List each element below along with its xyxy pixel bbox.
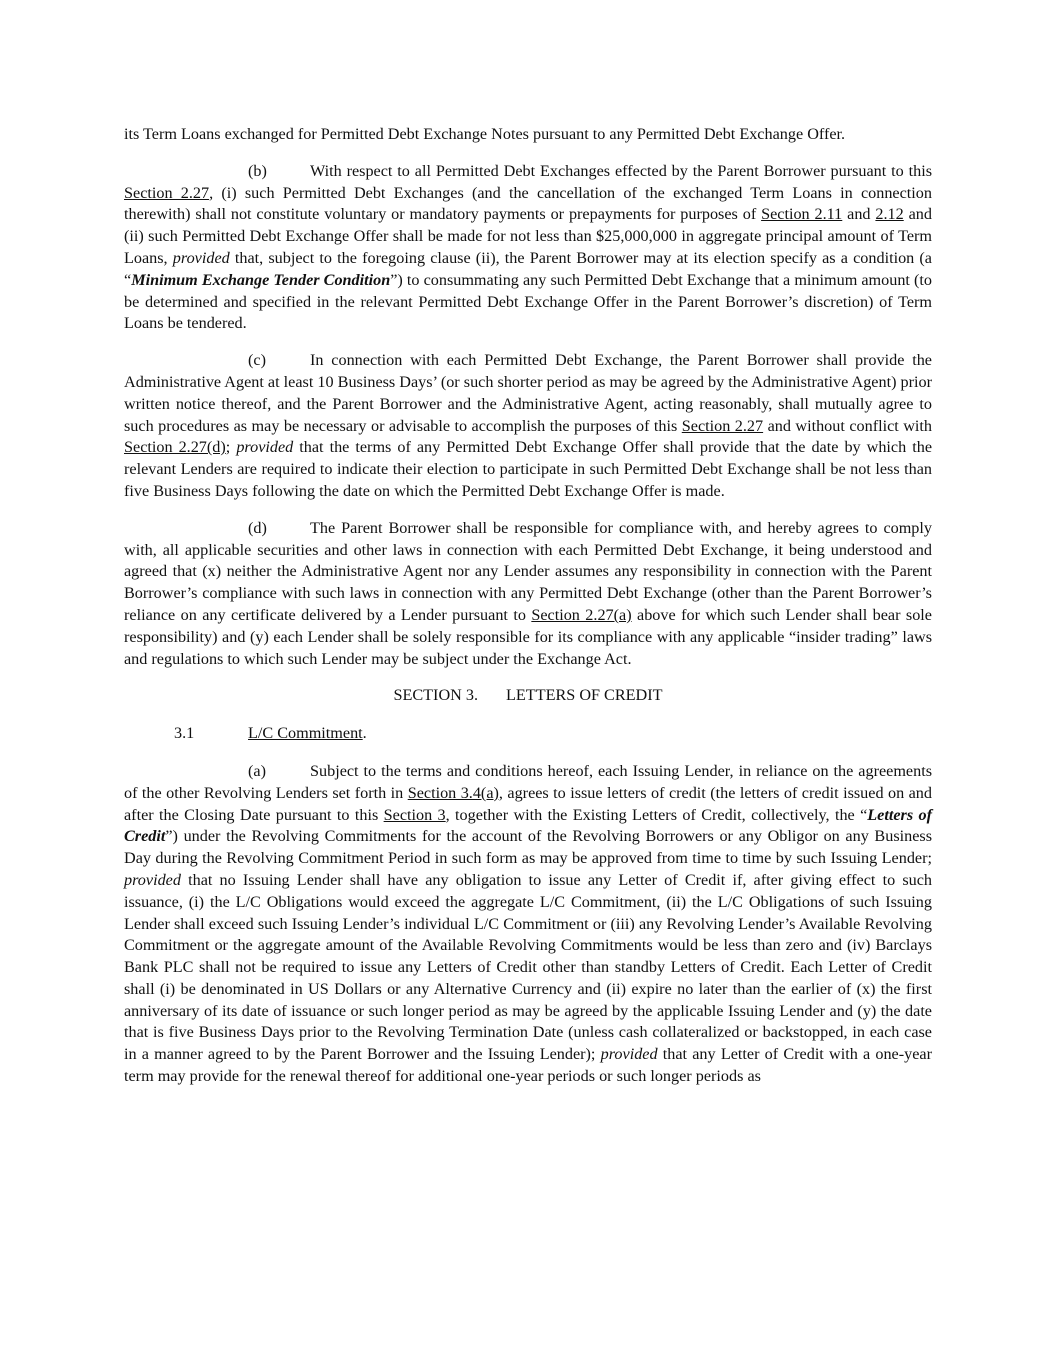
text-run: With respect to all Permitted Debt Exchanges effected by the Parent Borrower pursuant to this — [310, 161, 932, 180]
text-run: The Parent Borrower shall be responsible for compliance with, and hereby agrees to comply with, all applicable securities and other laws in connection with each Permitted Debt Exchange, it being understood and agreed that (x) neither the Administrative Agent nor any Lender assumes any responsibility in connection with the Parent Borrower’s compliance with such laws in connection with any Permitted Debt Exchange (other than the Parent Borrower’s reliance on any certificate delivered by a Lender pursuant to — [124, 518, 932, 624]
document-body — [124, 124, 932, 1088]
section-reference: Section 2.27(d) — [124, 438, 226, 457]
italic-term: provided — [124, 870, 181, 889]
paragraph-c — [124, 350, 932, 503]
subsection-number: 3.1 — [174, 724, 195, 743]
text-run: Subject to the terms and conditions hereof, each Issuing Lender, in reliance on the agreements of the other Revolving Lenders set forth in — [124, 761, 932, 802]
paragraph-d — [124, 518, 932, 671]
section-title: LETTERS OF CREDIT — [506, 686, 663, 705]
clause-label: (b) — [248, 161, 267, 180]
paragraph-text: its Term Loans exchanged for Permitted Debt Exchange Notes pursuant to any Permitted Debt Exchange Offer. — [124, 125, 846, 143]
section-reference: Section 3.4(a) — [407, 783, 499, 802]
text-run: , (i) such Permitted Debt Exchanges (and the cancellation of the exchanged Term Loans in connection therewith) shall not constitute voluntary or mandatory payments or prepayments for purposes of — [124, 183, 932, 224]
text-run: that the terms of any Permitted Debt Exchange Offer shall provide that the date by which the relevant Lenders are required to indicate their election to participate in such Permitted Debt Exchange shall be not less than five Business Days following the date on which the Permitted Debt Exchange Offer is made. — [124, 438, 933, 500]
clause-label: (d) — [248, 518, 267, 537]
text-run: ; — [225, 438, 237, 457]
paragraph-a — [124, 761, 932, 1088]
text-run: ”) to consummating any such Permitted Debt Exchange that a minimum amount (to be determined and specified in the relevant Permitted Debt Exchange Offer in the Parent Borrower’s discretion) of Term Loans be tendered. — [124, 270, 932, 333]
section-reference: Section 2.11 — [761, 205, 843, 224]
text-run: above for which such Lender shall bear sole responsibility) and (y) each Lender shall be solely responsible for its compliance with any applicable “insider trading” laws and regulations to which such Lender may be subject under the Exchange Act. — [124, 605, 932, 668]
subsection-period: . — [362, 724, 367, 743]
text-run: , together with the Existing Letters of Credit, collectively, the “ — [445, 805, 868, 824]
text-run: ”) under the Revolving Commitments for the account of the Revolving Borrowers or any Obligor on any Business Day during the Revolving Commitment Period in such form as may be approved from time to time by such Issuing Lender; — [124, 827, 932, 868]
text-run: and (ii) such Permitted Debt Exchange Offer shall be made for not less than $25,000,000 in aggregate principal amount of Term Loans, — [124, 205, 932, 267]
paragraph-b — [124, 161, 932, 335]
text-run: that, subject to the foregoing clause (ii), the Parent Borrower may at its election specify as a condition (a “ — [124, 248, 932, 289]
text-run: , agrees to issue letters of credit (the letters of credit issued on and after the Closing Date pursuant to this — [124, 783, 932, 824]
section-reference: Section 2.27 — [124, 183, 210, 202]
text-run: and — [842, 205, 876, 224]
defined-term: Letters of Credit — [124, 805, 932, 846]
section-reference: Section 2.27(a) — [531, 605, 632, 624]
italic-term: provided — [236, 438, 294, 457]
text-run: In connection with each Permitted Debt Exchange, the Parent Borrower shall provide the Administrative Agent at least 10 Business Days’ (or such shorter period as may be agreed by the Administrative Agent) prior written notice thereof, and the Parent Borrower and the Administrative Agent, acting reasonably, shall mutually agree to such procedures as may be necessary or advisable to accomplish the purposes of this — [124, 351, 932, 435]
text-run: that no Issuing Lender shall have any obligation to issue any Letter of Credit if, after giving effect to such issuance, (i) the L/C Obligations would exceed the aggregate L/C Commitment, (ii) the L/C Obligations of such Issuing Lender shall exceed such Issuing Lender’s individual L/C Commitment or (iii) any Revolving Lender’s Available Revolving Commitment or the aggregate amount of the Available Revolving Commitments would be less than zero and (iv) Barclays Bank PLC shall not be required to issue any Letters of Credit other than standby Letters of Credit. Each Letter of Credit shall (i) be denominated in US Dollars or any Alternative Currency and (ii) expire no later than the earlier of (x) the first anniversary of its date of issuance or such longer period as may be agreed by the applicable Issuing Lender and (y) the date that is five Business Days prior to the Revolving Termination Date (unless cash collateralized or backstopped, in each case in a manner agreed to by the Parent Borrower and the Issuing Lender); — [124, 870, 932, 1064]
section-reference: Section 3 — [383, 805, 446, 824]
section-reference: 2.12 — [875, 205, 904, 224]
section-number: SECTION 3. — [393, 686, 479, 705]
section-reference: Section 2.27 — [681, 416, 764, 435]
clause-label: (a) — [248, 761, 266, 780]
section-heading — [124, 685, 932, 707]
text-run: and without conflict with — [763, 416, 932, 435]
clause-label: (c) — [248, 351, 266, 370]
paragraph-continuation — [124, 124, 932, 146]
italic-term: provided — [172, 248, 230, 267]
subsection-title: L/C Commitment — [248, 724, 363, 743]
subsection-heading — [124, 723, 932, 745]
text-run: that any Letter of Credit with a one-year term may provide for the renewal thereof for additional one-year periods or such longer periods as — [124, 1045, 932, 1086]
defined-term: Minimum Exchange Tender Condition — [131, 270, 391, 289]
italic-term: provided — [600, 1045, 658, 1064]
